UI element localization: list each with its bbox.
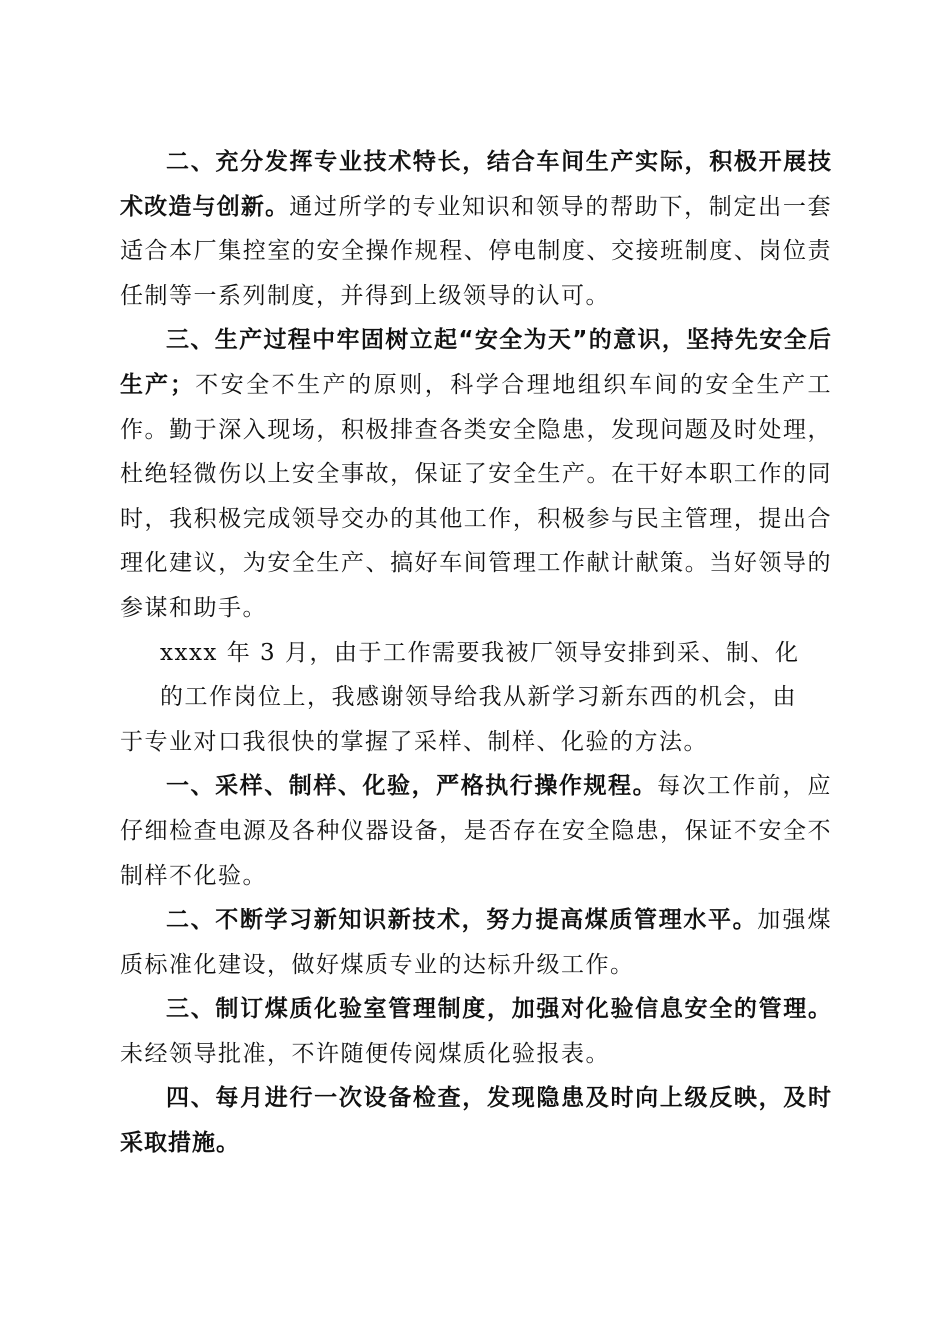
item-equipment-check (120, 1076, 832, 1165)
item-body: 每次工作前，应仔细检查电源及各种仪器设备，是否存在安全隐患，保证不安全不制样不化验。 (120, 773, 833, 889)
paragraph-body: 通过所学的专业知识和领导的帮助下，制定出一套适合本厂集控室的安全操作规程、停电制度、交接班制度、岗位责任制等一系列制度，并得到上级领导的认可。 (120, 193, 833, 309)
item-heading: 四、每月进行一次设备检查，发现隐患及时向上级反映，及时采取措施。 (120, 1085, 832, 1157)
item-lab-management (120, 987, 832, 1076)
paragraph-heading: 三、生产过程中牢固树立起“安全为天”的意识，坚持先安全后生产； (120, 327, 832, 398)
paragraph-heading: 二、充分发挥专业技术特长，结合车间生产实际，积极开展技术改造与创新。 (120, 149, 832, 220)
paragraph-body: 不安全不生产的原则，科学合理地组织车间的安全生产工作。勤于深入现场，积极排查各类安全隐患，发现问题及时处理，杜绝轻微伤以上安全事故，保证了安全生产。在干好本职工作的同时，我积极完成领导交办的其他工作，积极参与民主管理，提出合理化建议，为安全生产、搞好车间管理工作献计献策。当好领导的参谋和助手。 (120, 371, 833, 621)
item-heading: 三、制订煤质化验室管理制度，加强对化验信息安全的管理。 (166, 996, 832, 1023)
transfer-line-2: 的工作岗位上，我感谢领导给我从新学习新东西的机会，由 (160, 684, 797, 711)
item-learning (120, 898, 832, 987)
item-heading: 二、不断学习新知识新技术，努力提高煤质管理水平。 (166, 907, 758, 934)
item-body: 未经领导批准，不许随便传阅煤质化验报表。 (120, 1040, 610, 1067)
item-heading: 一、采样、制样、化验，严格执行操作规程。 (166, 773, 658, 800)
paragraph-tech-innovation (120, 140, 832, 318)
item-sampling (120, 764, 832, 898)
paragraph-safety-first (120, 318, 832, 630)
transfer-line-1: xxxx 年 3 月，由于工作需要我被厂领导安排到采、制、化 (160, 639, 800, 666)
item-body: 加强煤质标准化建设，做好煤质专业的达标升级工作。 (120, 907, 833, 978)
transfer-line-3: 于专业对口我很快的掌握了采样、制样、化验的方法。 (120, 728, 708, 755)
document-page (120, 140, 832, 1166)
paragraph-transfer (120, 631, 832, 765)
